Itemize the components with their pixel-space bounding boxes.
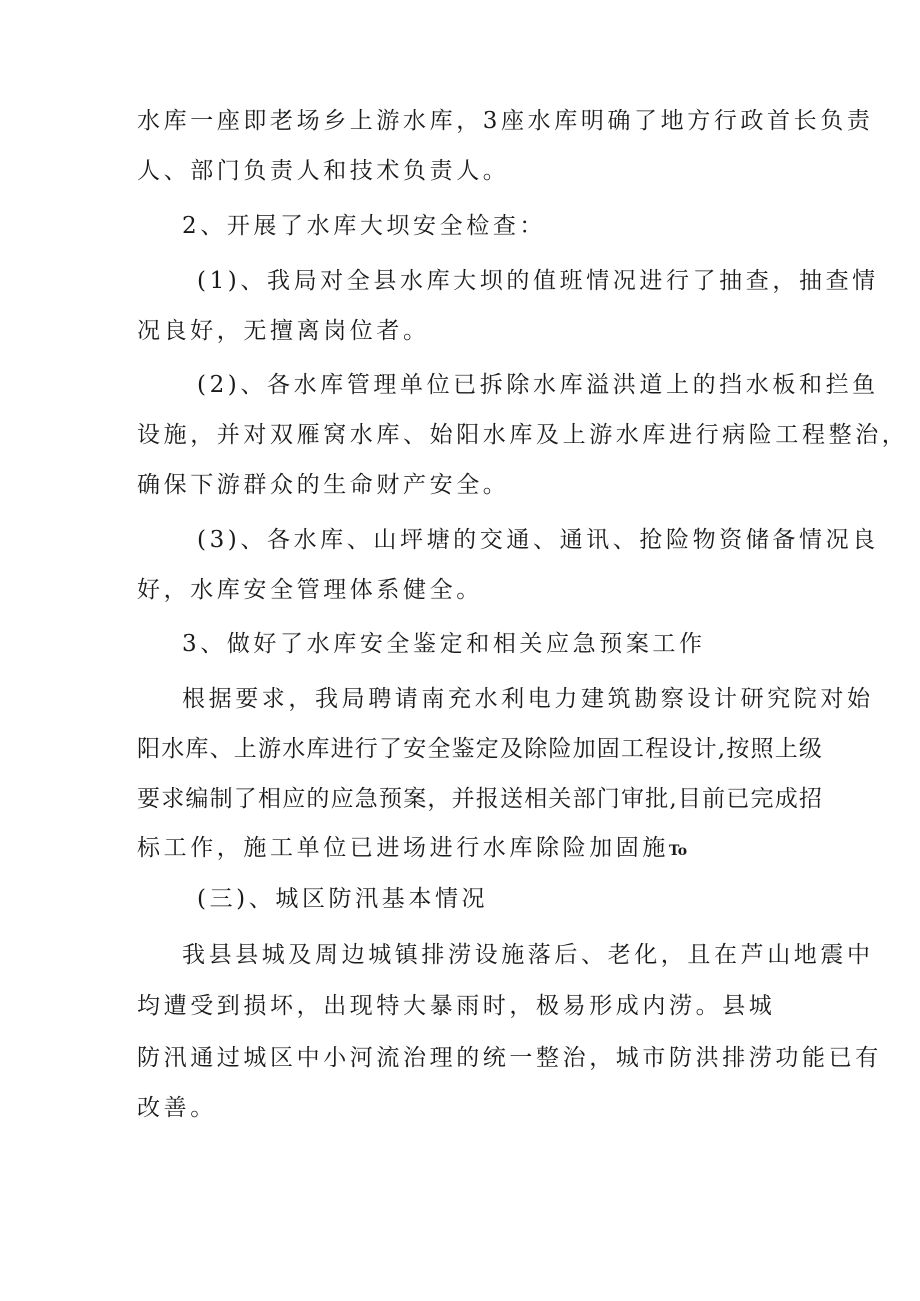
text-line: 均遭受到损坏，出现特大暴雨时，极易形成内涝。县城 [137, 993, 776, 1019]
text-line: (3)、各水库、山坪塘的交通、通讯、抢险物资储备情况良 [197, 527, 879, 553]
section-heading: 3、做好了水库安全鉴定和相关应急预案工作 [182, 631, 706, 657]
text-line: (2)、各水库管理单位已拆除水库溢洪道上的挡水板和拦鱼 [197, 372, 879, 398]
text-line: 我县县城及周边城镇排涝设施落后、老化，且在芦山地震中 [182, 942, 874, 968]
trailing-mark: To [669, 843, 688, 859]
text-line [137, 833, 687, 866]
text-line: 根据要求，我局聘请南充水利电力建筑勘察设计研究院对始 [182, 686, 874, 712]
text-line: 要求编制了相应的应急预案，并报送相关部门审批,目前已完成招 [137, 786, 824, 812]
section-heading: 2、开展了水库大坝安全检查： [182, 213, 547, 239]
text-line: 防汛通过城区中小河流治理的统一整治，城市防洪排涝功能已有 [137, 1045, 882, 1071]
text-line: 好，水库安全管理体系健全。 [137, 577, 483, 603]
text-line-content: 标工作，施工单位已进场进行水库除险加固施 [137, 835, 669, 861]
section-heading: (三)、城区防汛基本情况 [197, 886, 489, 912]
text-line: 况良好，无擅离岗位者。 [137, 318, 430, 344]
text-line: 阳水库、上游水库进行了安全鉴定及除险加固工程设计,按照上级 [137, 736, 824, 762]
text-line: 水库一座即老场乡上游水库，3座水库明确了地方行政首长负责 [137, 108, 874, 134]
text-line: (1)、我局对全县水库大坝的值班情况进行了抽查，抽查情 [197, 268, 879, 294]
text-line: 确保下游群众的生命财产安全。 [137, 472, 510, 498]
text-line: 改善。 [137, 1095, 217, 1121]
text-line: 人、部门负责人和技术负责人。 [137, 158, 510, 184]
text-line: 设施，并对双雁窝水库、始阳水库及上游水库进行病险工程整治， [137, 422, 909, 448]
